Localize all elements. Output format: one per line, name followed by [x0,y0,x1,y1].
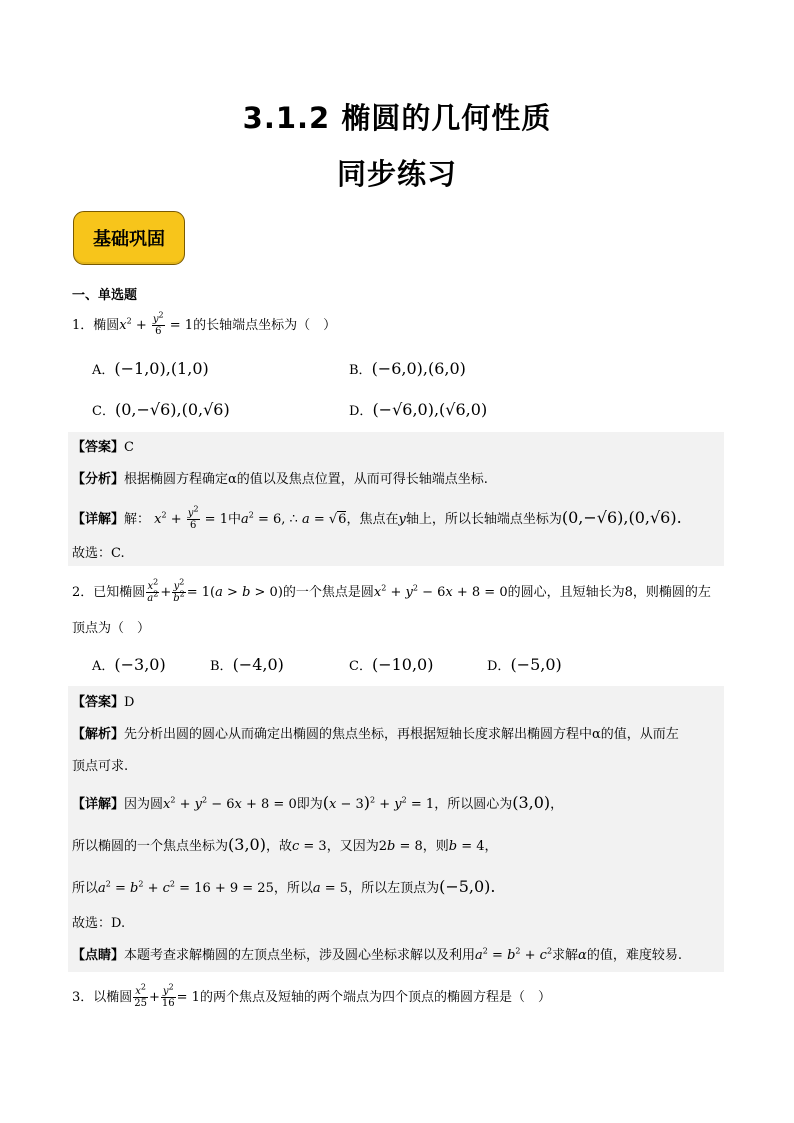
formula: $a^2 = b^2 + c^2$ [475,946,553,963]
option-a [92,360,209,380]
question-text: 的长轴端点坐标为（ ） [193,318,337,333]
detail-text: ，则 [422,839,449,854]
option-label: D． [349,404,373,419]
detail-text: 所以 [72,881,99,896]
formula: $a^2 = b^2 + c^2 = 16 + 9 = 25$ [98,879,274,896]
detail-text: 解： [124,512,151,527]
detail-1: 【详解】解： $x^2$ + $\frac{y^2}{6}$ = 1中$a^2 = 6$, ∴ a = √6，焦点在y轴上，所以长轴端点坐标为(0,−√6),(0,√6). [72,504,682,531]
detail-2-line2: 所以椭圆的一个焦点坐标为(3,0)，故c = 3，又因为2b = 8，则b = 4， [72,835,498,854]
question-number: 3．以椭圆 [72,990,133,1005]
question-text: ，则椭圆的左 [632,585,711,600]
analysis-text: 根据椭圆方程确定α的值以及焦点位置，从而可得长轴端点坐标. [124,472,488,487]
analysis-tag: 【解析】 [72,727,125,742]
question-2-stem-line2: 顶点为（ ） [72,621,151,636]
question-text: 的圆心，且短轴长为 [507,585,625,600]
answer-value: C [124,440,134,455]
option-d [349,401,487,421]
detail-text: ，所以左顶点为 [348,881,440,896]
detail-text: ，故 [265,839,292,854]
question-number: 2．已知椭圆 [72,585,146,600]
detail-text: ，又因为 [326,839,379,854]
answer-2 [72,694,134,712]
formula: (3,0) [228,835,266,854]
question-2-stem: 2．已知椭圆 $\frac{x^2}{a^2}$ + $\frac{y^2}{b^2}$ = 1(a > b > 0)的一个焦点是圆$x^2 + y^2 - 6x + 8 = 0$的圆心，且短轴长为8，则椭圆的左 [72,577,711,604]
formula: a = 5 [312,881,349,896]
question-text: 的一个焦点是圆 [282,585,374,600]
formula: (0,−√6),(0,√6). [561,508,682,527]
option-d [487,656,562,676]
question-text: 的两个焦点及短轴的两个端点为四个顶点的椭圆方程是（ ） [199,990,551,1005]
comment-tag: 【点睛】 [72,948,125,963]
detail-tag: 【详解】 [72,797,125,812]
answer-block-1 [68,432,724,566]
formula: 2b = 8 [378,839,423,854]
option-label: A． [92,659,115,674]
comment-text: 求解 [552,948,579,963]
question-number: 1．椭圆 [72,318,120,333]
option-label: D． [487,659,511,674]
formula: $\frac{x^2}{25}$ + $\frac{y^2}{16}$ = 1 [134,982,200,1009]
comment-text: 的值，难度较易. [586,948,682,963]
formula: c = 3 [291,839,327,854]
section-heading: 一、单选题 [72,288,138,303]
option-text: (−10,0) [371,655,434,674]
option-text: (−4,0) [232,655,284,674]
page-subtitle: 同步练习 [336,157,457,191]
option-text: (−3,0) [114,655,166,674]
question-1-stem [72,310,337,337]
detail-text: 即为 [296,797,323,812]
formula: b = 4 [448,839,485,854]
answer-1 [72,439,134,457]
comment-text: 本题考查求解椭圆的左顶点坐标，涉及圆心坐标求解以及利用 [124,948,476,963]
detail-text: ，焦点在 [346,512,399,527]
analysis-tag: 【分析】 [72,472,125,487]
option-label: B． [349,363,372,378]
formula: $x^2 + y^2 - 6x + 8 = 0$ [163,795,297,812]
answer-tag: 【答案】 [72,440,125,455]
detail-text: 所以椭圆的一个焦点坐标为 [72,839,229,854]
option-c [349,656,433,676]
option-a [92,656,166,676]
option-text: (−6,0),(6,0) [371,359,466,378]
answer-tag: 【答案】 [72,695,125,710]
option-text: (−5,0) [510,655,562,674]
formula: $\frac{x^2}{a^2}$ + $\frac{y^2}{b^2}$ = 1(a > b > 0) [147,577,283,604]
detail-text: ，所以圆心为 [434,797,513,812]
option-label: B． [210,659,233,674]
detail-tag: 【详解】 [72,512,125,527]
formula: $a^2 = 6$, ∴ a = √6 [240,510,347,527]
conclusion-1: 故选：C. [72,546,125,561]
answer-value: D [124,695,135,710]
question-3-stem [72,982,551,1009]
formula: $(x - 3)^2 + y^2 = 1$ [322,793,435,812]
detail-text: 轴上，所以长轴端点坐标为 [405,512,562,527]
detail-2-line1: 【详解】因为圆$x^2 + y^2 - 6x + 8 = 0$即为$(x - 3)^2 + y^2 = 1$，所以圆心为(3,0)， [72,793,564,812]
option-text: (−1,0),(1,0) [114,359,209,378]
analysis-1 [72,471,488,489]
option-text: (0,−√6),(0,√6) [114,400,230,419]
analysis-text: 先分析出圆的圆心从而确定出椭圆的焦点坐标，再根据短轴长度求解出椭圆方程中α的值，从而左 [124,727,679,742]
detail-text: ，所以 [273,881,313,896]
section-badge-label: 基础巩固 [93,229,165,250]
detail-text: 中 [227,512,241,527]
detail-text: 因为圆 [124,797,164,812]
analysis-2-line2: 顶点可求. [72,759,129,774]
detail-2-line3 [72,878,496,898]
analysis-2 [72,726,679,744]
option-label: C． [349,659,372,674]
option-b [349,360,466,380]
option-text: (−√6,0),(√6,0) [372,400,488,419]
formula: (−5,0). [439,877,496,896]
formula: (3,0) [512,793,551,812]
conclusion-2: 故选：D. [72,916,126,931]
page-title: 3.1.2 椭圆的几何性质 [242,101,552,135]
formula: $x^2 + y^2 - 6x + 8 = 0$ [373,583,508,600]
section-badge [73,211,185,265]
formula: $x^2$ + $\frac{y^2}{6}$ = 1 [154,504,228,531]
option-b [210,656,284,676]
option-label: C． [92,404,115,419]
option-c [92,401,230,421]
formula: $x^2$ + $\frac{y^2}{6}$ = 1 [119,310,194,337]
comment-2: 【点睛】本题考查求解椭圆的左顶点坐标，涉及圆心坐标求解以及利用$a^2 = b^2 + c^2$求解α的值，难度较易. [72,946,682,963]
option-label: A． [92,363,115,378]
